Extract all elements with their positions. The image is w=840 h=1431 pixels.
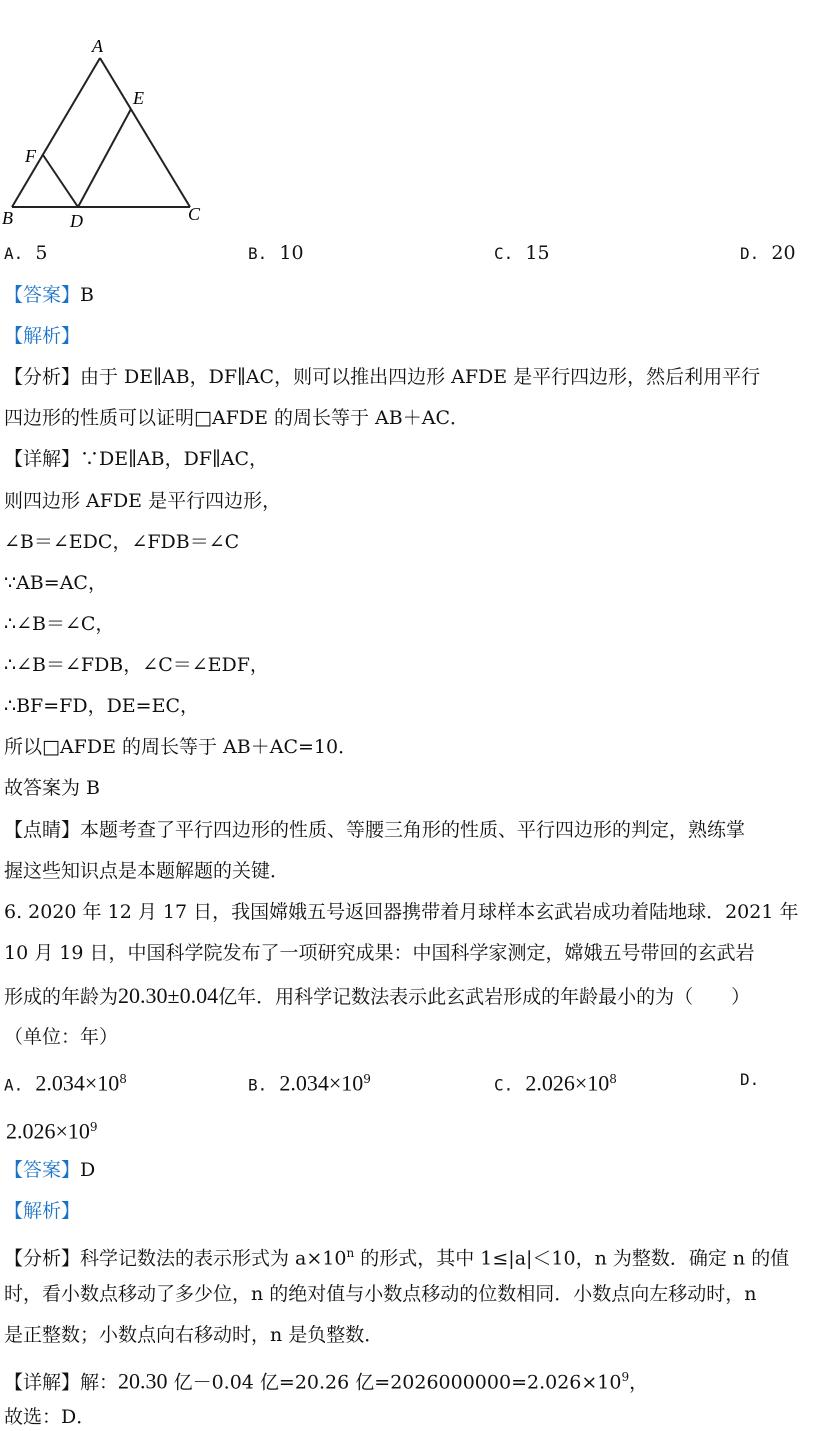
q6-answer: 【答案】D <box>4 1159 96 1181</box>
q6-option-a: A. $2.034\times 10^8$ <box>4 1070 127 1096</box>
q6-final: 故选：D． <box>4 1406 96 1428</box>
q5-analysis-tag: 【解析】 <box>4 325 81 347</box>
q6-stem-line4: （单位：年） <box>4 1026 119 1048</box>
label-E: E <box>133 88 144 108</box>
q6-option-b: B. $2.034\times 10^9$ <box>248 1070 371 1096</box>
q6-xiangjie-line: 【详解】解：20.30 亿－0.04 亿=20.26 亿$=2026000000=2.026\times 10^9$， <box>4 1368 649 1394</box>
label-B: B <box>2 208 13 228</box>
q6-fenxi-line2: 时，看小数点移动了多少位，n 的绝对值与小数点移动的位数相同．小数点向左移动时，n <box>4 1283 757 1305</box>
triangle-figure <box>0 0 210 232</box>
q5-dianjing-line2: 握这些知识点是本题解题的关键． <box>4 860 290 882</box>
q6-stem-line2: 10 月 19 日，中国科学院发布了一项研究成果：中国科学家测定，嫦娥五号带回的玄武岩 <box>4 942 755 964</box>
q5-option-a: A. 5 <box>4 242 48 264</box>
label-C: C <box>188 204 201 224</box>
q5-option-b: B. 10 <box>248 242 304 264</box>
q5-dianjing-line1: 【点睛】本题考查了平行四边形的性质、等腰三角形的性质、平行四边形的判定，熟练掌 <box>4 819 746 841</box>
q5-answer: 【答案】B <box>4 284 94 306</box>
q5-fenxi-line2: 四边形的性质可以证明□AFDE 的周长等于 AB＋AC． <box>4 407 469 429</box>
q5-xiangjie-line: 【详解】∵DE∥AB，DF∥AC， <box>4 448 269 470</box>
label-D: D <box>70 211 83 231</box>
q5-option-c: C. 15 <box>494 242 550 264</box>
q5-step: ∴∠B＝∠C， <box>4 613 115 635</box>
q5-option-d: D. 20 <box>740 242 796 264</box>
q5-step: ∴BF=FD，DE=EC， <box>4 695 200 717</box>
q6-analysis-tag: 【解析】 <box>4 1200 81 1222</box>
q5-step: ∵AB=AC， <box>4 572 107 594</box>
q6-fenxi-line1: 【分析】科学记数法的表示形式为 $a\times 10^n$ 的形式，其中 1≤|a|＜10，n 为整数．确定 n 的值 <box>4 1246 790 1270</box>
q5-step: 故答案为 B <box>4 777 101 799</box>
label-F: F <box>25 146 36 166</box>
q6-option-d-value: $2.026\times 10^9$ <box>6 1118 98 1144</box>
label-A: A <box>92 36 103 56</box>
q5-step: 所以□AFDE 的周长等于 AB＋AC=10． <box>4 736 358 758</box>
q5-step: ∴∠B＝∠FDB，∠C＝∠EDF， <box>4 654 269 676</box>
q5-step: ∠B＝∠EDC，∠FDB＝∠C <box>4 531 240 553</box>
q6-fenxi-line3: 是正整数；小数点向右移动时，n 是负整数． <box>4 1324 384 1346</box>
q6-option-c: C. $2.026\times 10^8$ <box>494 1070 617 1096</box>
q5-step: 则四边形 AFDE 是平行四边形， <box>4 490 282 512</box>
q5-fenxi-line1: 【分析】由于 DE∥AB，DF∥AC，则可以推出四边形 AFDE 是平行四边形，然后利用平行 <box>4 366 761 388</box>
q6-option-d-letter: D. <box>740 1070 760 1089</box>
q6-stem-line3: 形成的年龄为20.30±0.04亿年．用科学记数法表示此玄武岩形成的年龄最小的为（ ） <box>4 983 751 1008</box>
q6-stem-line1: 6. 2020 年 12 月 17 日，我国嫦娥五号返回器携带着月球样本玄武岩成功着陆地球．2021 年 <box>4 901 799 923</box>
